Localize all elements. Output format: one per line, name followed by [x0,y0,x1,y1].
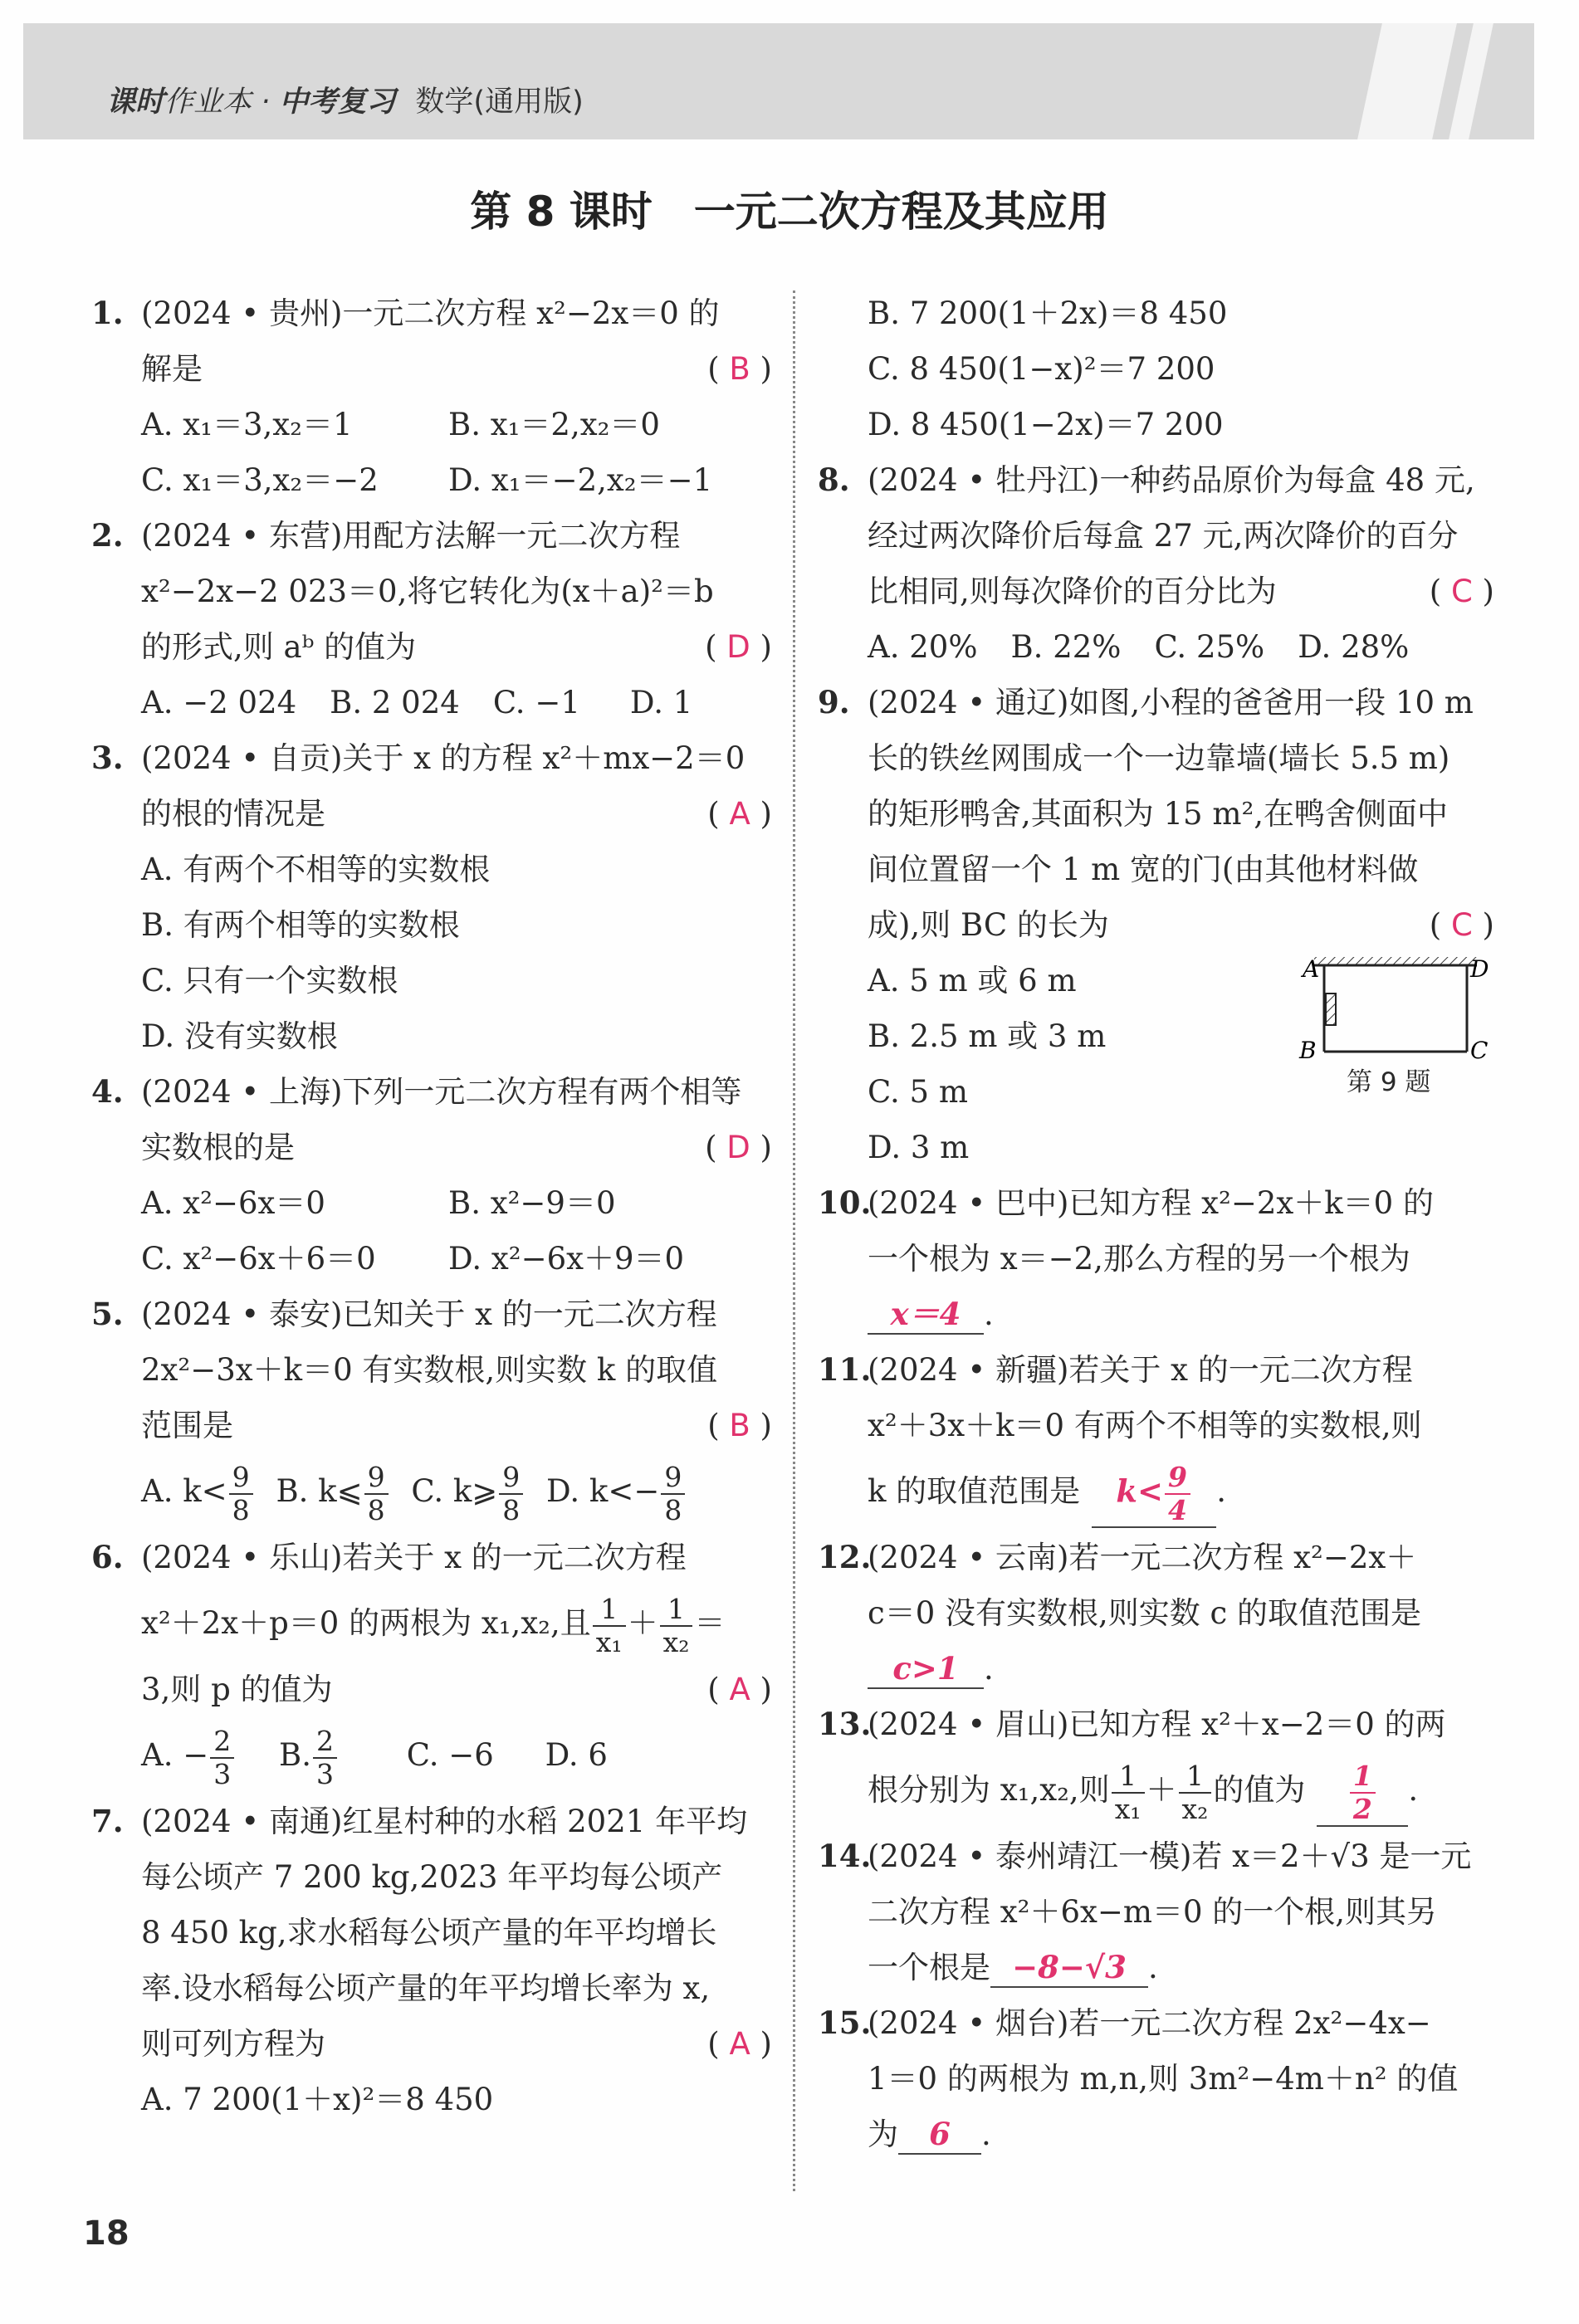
question-9: 9. (2024 • 通辽)如图,小程的爸爸用一段 10 m 长的铁丝网围成一个一边靠墙(墙长 5.5 m) 的矩形鸭舍,其面积为 15 m²,在鸭舍侧面中 间位置留一个 1 m 宽的门(由其他材料做 成),则 BC 的长为 ( C ) A. 5 m 或 6 m B. 2.5 m 或 3 m C. 5 m D. 3 m [818,684,1494,1165]
answer-choice: ( C ) [1429,574,1494,609]
figure-caption: 第 9 题 [1347,1067,1431,1097]
label-d: D [1470,955,1489,983]
answer-blank: c>1 [868,1649,984,1689]
question-12: 12. (2024 • 云南)若一元二次方程 x²−2x＋ c＝0 没有实数根,则实数 c 的取值范围是 c>1 . [818,1530,1494,1697]
book-header: 课时作业本 · 中考复习 数学(通用版) [106,85,584,119]
question-8: 8. (2024 • 牡丹江)一种药品原价为每盒 48 元, 经过两次降价后每盒 27 元,两次降价的百分 比相同,则每次降价的百分比为 ( C ) A. 20% B. 22% C. 25% D. 28% [818,461,1494,665]
fraction: $\frac{9}{8}$ [229,1462,253,1526]
q7-option-b: B. 7 200(1＋2x)＝8 450 [868,295,1228,331]
question-15: 15. (2024 • 烟台)若一元二次方程 2x²−4x− 1＝0 的两根为 m,n,则 3m²−4m＋n² 的值 为 6 . [818,1995,1494,2162]
question-11: 11. (2024 • 新疆)若关于 x 的一元二次方程 x²＋3x＋k＝0 有两个不相等的实数根,则 k 的取值范围是 k< $\frac{9}{4}$ . [818,1351,1422,1526]
question-6: 6. (2024 • 乐山)若关于 x 的一元二次方程 x²＋2x＋p＝0 的两根为 x₁,x₂,且 $\frac{1}{\text{x₁}}$ ＋ $\frac{1}{\text{x₂}}$ ＝ 3,则 p 的值为 ( A ) A. − $\frac{2}{3}$ B. $\frac{2}{3}$ C. −6 D. 6 [91,1539,772,1790]
fraction: $\frac{2}{3}$ [313,1726,337,1790]
answer-blank: x＝4 [868,1295,984,1335]
fraction: $\frac{1}{\text{x₂}}$ [1179,1760,1212,1825]
answer-blank: 6 [898,2115,981,2155]
fraction: $\frac{9}{8}$ [661,1462,685,1526]
fraction: $\frac{1}{2}$ [1350,1760,1376,1825]
answer-blank: k< $\frac{9}{4}$ [1092,1462,1216,1528]
question-10: 10. (2024 • 巴中)已知方程 x²−2x＋k＝0 的 一个根为 x＝−2,那么方程的另一个根为 x＝4 . [818,1175,1494,1342]
q7-option-c: C. 8 450(1−x)²＝7 200 [868,351,1215,387]
page-title: 第 8 课时 一元二次方程及其应用 [470,188,1109,236]
answer-choice: ( B ) [707,351,772,387]
answer-choice: ( C ) [1429,907,1494,943]
door [1326,994,1336,1025]
answer-choice: ( A ) [707,2026,772,2062]
fraction: $\frac{9}{4}$ [1165,1462,1190,1526]
answer-choice: ( B ) [707,1408,772,1443]
right-column [818,286,1494,2162]
answer-choice: ( D ) [705,629,772,665]
question-2: 2. (2024 • 东营)用配方法解一元二次方程 x²−2x−2 023＝0,将它转化为(x＋a)²＝b 的形式,则 aᵇ 的值为 ( D ) A. −2 024 B. 2 024 C. −1 D. 1 [91,517,772,720]
label-b: B [1299,1037,1317,1064]
question-13: 13. (2024 • 眉山)已知方程 x²＋x−2＝0 的两 根分别为 x₁,x₂,则 $\frac{1}{\text{x₁}}$ ＋ $\frac{1}{\text{x₂}}$ 的值为 $\frac{1}{2}$ . [818,1706,1446,1825]
question-3: 3. (2024 • 自贡)关于 x 的方程 x²＋mx−2＝0 的根的情况是 ( A ) A. 有两个不相等的实数根 B. 有两个相等的实数根 C. 只有一个实数根 D. 没有实数根 [91,740,772,1054]
label-a: A [1303,955,1320,983]
fraction: $\frac{1}{\text{x₁}}$ [1112,1760,1145,1825]
label-c: C [1470,1037,1489,1064]
fraction: $\frac{2}{3}$ [210,1726,234,1790]
question-14: 14. (2024 • 泰州靖江一模)若 x＝2＋√3 是一元 二次方程 x²＋6x−m＝0 的一个根,则其另 一个根是 −8−√3 . [818,1828,1494,1995]
fraction: $\frac{9}{8}$ [364,1462,389,1526]
fraction: $\frac{1}{\text{x₂}}$ [660,1594,693,1658]
question-1: 1. (2024 • 贵州)一元二次方程 x²−2x＝0 的 解是 ( B ) A. x₁＝3,x₂＝1 B. x₁＝2,x₂＝0 C. x₁＝3,x₂＝−2 D. x₁＝−2,x₂＝−1 [91,295,772,498]
answer-choice: ( A ) [707,796,772,832]
question-5: 5. (2024 • 泰安)已知关于 x 的一元二次方程 2x²−3x＋k＝0 有实数根,则实数 k 的取值 范围是 ( B ) A. k< $\frac{9}{8}$ B. k⩽ $\frac{9}{8}$ C. k⩾ $\frac{9}{8}$ D. k<− $\frac{9}{8}$ [91,1296,772,1526]
fraction: $\frac{1}{\text{x₁}}$ [593,1594,626,1658]
fraction: $\frac{9}{8}$ [499,1462,523,1526]
question-7: 7. (2024 • 南通)红星村种的水稻 2021 年平均 每公顷产 7 200 kg,2023 年平均每公顷产 8 450 kg,求水稻每公顷产量的年平均增长 率.设水稻每公顷产量的年平均增长率为 x, 则可列方程为 ( A ) A. 7 200(1＋x)²＝8 450 [91,1803,772,2117]
answer-blank: −8−√3 [990,1948,1148,1988]
q7-option-d: D. 8 450(1−2x)＝7 200 [868,407,1224,442]
question-4: 4. (2024 • 上海)下列一元二次方程有两个相等 实数根的是 ( D ) A. x²−6x＝0 B. x²−9＝0 C. x²−6x＋6＝0 D. x²−6x＋9＝0 [91,1073,772,1277]
answer-choice: ( A ) [707,1672,772,1707]
left-column [91,286,772,2127]
answer-choice: ( D ) [705,1130,772,1165]
page-number: 18 [83,2214,130,2253]
answer-blank [1317,1760,1408,1827]
column-divider [793,290,795,2191]
